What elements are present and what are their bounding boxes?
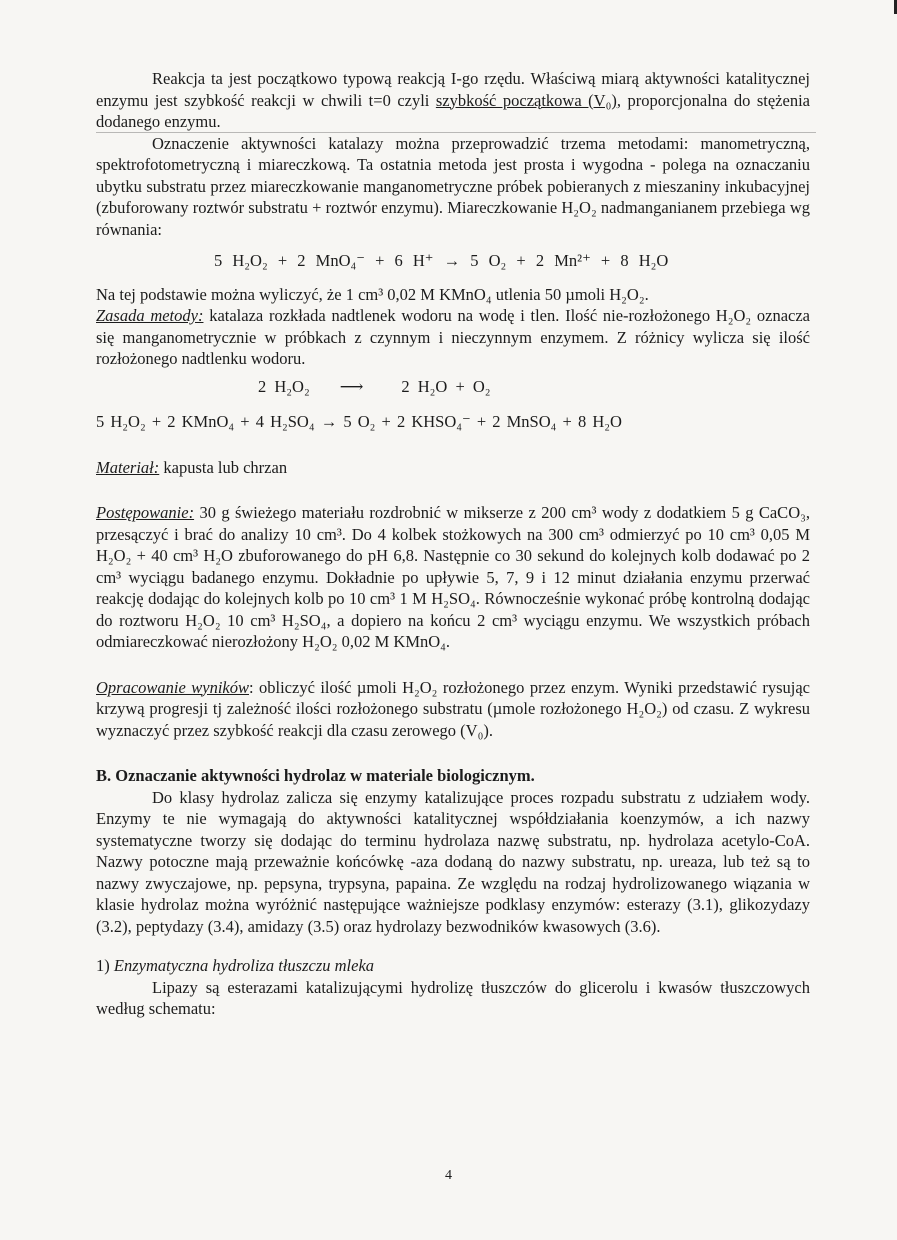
page-number: 4: [445, 1168, 452, 1183]
label-material: Materiał:: [96, 457, 160, 477]
paragraph-results: Opracowanie wyników: obliczyć ilość µmoli H₂O₂ rozłożonego przez enzym. Wyniki przedstawić rysując krzywą progresji tj zależność ilości rozłożonego substratu (µmole rozłożonego H₂O₂) od czasu. Z wykresu wyznaczyć przez szybkość reakcji dla czasu zerowego (V₀).: [96, 677, 810, 740]
paragraph-lipases: Lipazy są esterazami katalizującymi hydrolizę tłuszczów do glicerolu i kwasów tłuszczowych według schematu:: [96, 977, 810, 1018]
paragraph-procedure: Postępowanie: 30 g świeżego materiału rozdrobnić w mikserze z 200 cm³ wody z dodatkiem 5 g CaCO₃, przesączyć i brać do analizy 10 cm³. Do 4 kolbek stożkowych na 300 cm³ odmierzyć po 10 cm³ 0,05 M H₂O₂ + 40 cm³ H₂O zbuforowanego do pH 6,8. Następnie co 30 sekund do kolejnych kolb dodawać po 2 cm³ wyciągu badanego enzymu. Dokładnie po upływie 5, 7, 9 i 12 minut działania enzymu przerwać reakcję dodając do kolejnych kolb po 10 cm³ 1 M H₂SO₄. Równocześnie wykonać próbę kontrolną dodając do roztworu H₂O₂ 10 cm³ H₂SO₄, a dopiero na końcu 2 cm³ wyciągu enzymu. We wszystkich próbach odmiareczkować nierozłożony H₂O₂ 0,02 M KMnO₄.: [96, 503, 810, 651]
paragraph-material: Materiał: kapusta lub chrzan: [96, 457, 288, 477]
subsection-heading-milk-fat: 1) Enzymatyczna hydroliza tłuszczu mleka: [96, 956, 375, 975]
paragraph-method-principle: Zasada metody: katalaza rozkłada nadtlenek wodoru na wodę i tlen. Ilość nie-rozłożonego H₂O₂ oznacza się manganometrycznie w próbkach z czynnym i nieczynnym enzymem. Z różnicy wylicza się ilość rozłożonego nadtlenku wodoru.: [96, 306, 810, 368]
paragraph-reaction-rate: Reakcja ta jest początkowo typową reakcją I-go rzędu. Właściwą miarą aktywności katalitycznej enzymu jest szybkość reakcji w chwili t=0 czyli szybkość początkowa (V₀), proporcjonalna do stężenia dodanego enzymu.: [96, 69, 810, 131]
paragraph-hydrolases: Do klasy hydrolaz zalicza się enzymy katalizujące proces rozpadu substratu z udziałem wody. Enzymy te nie wymagają do aktywności katalitycznej współdziałania koenzymów, a ich nazwy systematyczne tworzy się dodając do terminu hydrolaza nazwę substratu, np. hydrolaza acetylo-CoA. Nazwy potoczne mają przeważnie końcówkę -aza dodaną do nazwy substratu, np. ureaza, lub też są to nazwy zwyczajowe, np. pepsyna, trypsyna, papaina. Ze względu na rodzaj hydrolizowanego wiązania w klasie hydrolaz można wyróżnić następujące ważniejsze podklasy enzymów: esterazy (3.1), glikozydazy (3.2), peptydazy (3.4), amidazy (3.5) oraz hydrolazy bezwodników kwasowych (3.6).: [96, 787, 810, 936]
equation-decomposition: 2 H₂O₂ ⟶ 2 H₂O + O₂: [258, 376, 491, 396]
label-method-principle: Zasada metody:: [96, 306, 204, 325]
label-results: Opracowanie wyników: [96, 677, 249, 697]
document-page: [96, 68, 810, 1020]
equation-permanganate: 5 H₂O₂ + 2 MnO₄⁻ + 6 H⁺ → 5 O₂ + 2 Mn²⁺ + 8 H₂O: [214, 251, 669, 270]
label-procedure: Postępowanie:: [96, 503, 195, 522]
paragraph-catalase-methods: Oznaczenie aktywności katalazy można przeprowadzić trzema metodami: manometryczną, spektrofotometryczną i miareczkową. Ta ostatnia metoda jest prosta i wygodna - polega na oznaczaniu ubytku substratu przez miareczkowanie manganometryczne próbek pobieranych z mieszaniny inkubacyjnej (zbuforowany roztwór substratu + roztwór enzymu). Miareczkowanie H₂O₂ nadmanganianem przebiega wg równania:: [96, 133, 810, 239]
equation-titration: 5 H₂O₂ + 2 KMnO₄ + 4 H₂SO₄ → 5 O₂ + 2 KHSO₄⁻ + 2 MnSO₄ + 8 H₂O: [96, 412, 622, 431]
reaction-arrow: ⟶: [339, 376, 364, 396]
initial-rate-term: szybkość początkowa (V₀): [435, 90, 617, 110]
paragraph-kmno4-equivalence: Na tej podstawie można wyliczyć, że 1 cm³ 0,02 M KMnO₄ utlenia 50 µmoli H₂O₂.: [96, 284, 649, 304]
section-heading-hydrolases: B. Oznaczanie aktywności hydrolaz w materiale biologicznym.: [96, 766, 535, 785]
